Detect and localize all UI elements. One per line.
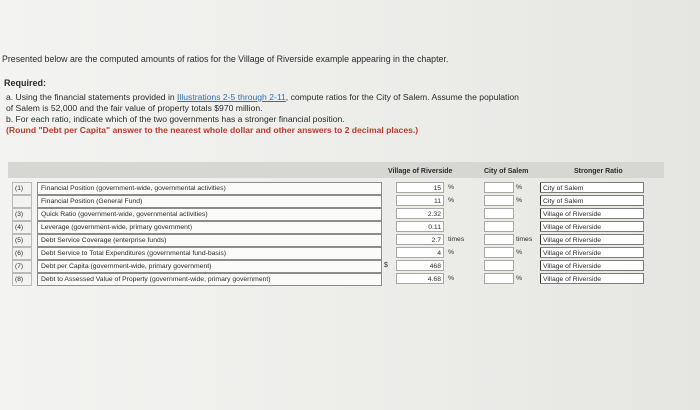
salem-unit-label: %	[516, 184, 523, 191]
salem-input-field[interactable]	[484, 195, 514, 206]
header-stronger-ratio: Stronger Ratio	[574, 168, 623, 175]
text-cursor	[540, 235, 541, 244]
stronger-ratio-select[interactable]: Village of Riverside	[540, 234, 644, 245]
ratio-description: Quick Ratio (government-wide, governmental activities)	[37, 208, 382, 221]
village-value-field[interactable]: 4	[396, 247, 444, 258]
salem-input-field[interactable]	[484, 221, 514, 232]
ratio-description: Leverage (government-wide, primary government)	[37, 221, 382, 234]
village-value-field[interactable]: 2.7	[396, 234, 444, 245]
ratio-description: Financial Position (government-wide, governmental activities)	[37, 182, 382, 195]
village-value-field[interactable]: 0.11	[396, 221, 444, 232]
village-unit-label: %	[448, 275, 455, 282]
stronger-ratio-select[interactable]: City of Salem	[540, 182, 644, 193]
header-city-of-salem: City of Salem	[484, 168, 529, 175]
part-a-line	[6, 92, 519, 102]
part-a-suffix: , compute ratios for the City of Salem. Assume the population	[285, 92, 519, 102]
stronger-ratio-select[interactable]: Village of Riverside	[540, 221, 644, 232]
village-unit-label: times	[448, 236, 465, 243]
village-value-field[interactable]: 4.68	[396, 273, 444, 284]
ratio-description: Financial Position (General Fund)	[37, 195, 382, 208]
header-village-of-riverside: Village of Riverside	[388, 168, 453, 175]
salem-unit-label: times	[516, 236, 533, 243]
row-number: (5)	[12, 234, 32, 247]
part-b-line: b. For each ratio, indicate which of the two governments has a stronger financial position.	[6, 114, 345, 124]
salem-input-field[interactable]	[484, 247, 514, 258]
row-number: (3)	[12, 208, 32, 221]
village-unit-label: %	[448, 249, 455, 256]
village-value-field[interactable]: 2.32	[396, 208, 444, 219]
required-label: Required:	[4, 78, 47, 88]
dollar-sign: $	[384, 262, 388, 269]
text-cursor	[540, 222, 541, 231]
salem-unit-label: %	[516, 249, 523, 256]
text-cursor	[540, 274, 541, 283]
salem-input-field[interactable]	[484, 260, 514, 271]
text-cursor	[540, 261, 541, 270]
salem-unit-label: %	[516, 197, 523, 204]
ratio-description: Debt Service Coverage (enterprise funds)	[37, 234, 382, 247]
village-value-field[interactable]: 15	[396, 182, 444, 193]
stronger-ratio-select[interactable]: Village of Riverside	[540, 260, 644, 271]
part-a-prefix: a. Using the financial statements provided in	[6, 92, 175, 102]
row-number: (7)	[12, 260, 32, 273]
stronger-ratio-select[interactable]: City of Salem	[540, 195, 644, 206]
salem-input-field[interactable]	[484, 208, 514, 219]
row-number: (6)	[12, 247, 32, 260]
salem-input-field[interactable]	[484, 234, 514, 245]
text-cursor	[540, 196, 541, 205]
table-header-band	[8, 162, 664, 178]
text-cursor	[540, 183, 541, 192]
ratio-description: Debt to Assessed Value of Property (government-wide, primary government)	[37, 273, 382, 286]
text-cursor	[540, 248, 541, 257]
illustrations-link[interactable]: Illustrations 2-5 through 2-11	[177, 92, 286, 102]
salem-input-field[interactable]	[484, 182, 514, 193]
text-cursor	[540, 209, 541, 218]
row-number: (4)	[12, 221, 32, 234]
part-a-line-2: of Salem is 52,000 and the fair value of property totals $970 million.	[6, 103, 263, 113]
village-value-field[interactable]: 11	[396, 195, 444, 206]
ratio-description: Debt per Capita (government-wide, primary government)	[37, 260, 382, 273]
stronger-ratio-select[interactable]: Village of Riverside	[540, 273, 644, 284]
salem-unit-label: %	[516, 275, 523, 282]
intro-text: Presented below are the computed amounts of ratios for the Village of Riverside example appearing in the chapter.	[2, 54, 449, 64]
row-number: (1)	[12, 182, 32, 195]
row-number: (8)	[12, 273, 32, 286]
stronger-ratio-select[interactable]: Village of Riverside	[540, 247, 644, 258]
salem-input-field[interactable]	[484, 273, 514, 284]
village-value-field[interactable]: 468	[396, 260, 444, 271]
ratio-description: Debt Service to Total Expenditures (governmental fund-basis)	[37, 247, 382, 260]
rounding-note: (Round "Debt per Capita" answer to the nearest whole dollar and other answers to 2 decimal places.)	[6, 125, 419, 135]
ratio-table	[8, 162, 664, 312]
village-unit-label: %	[448, 197, 455, 204]
stronger-ratio-select[interactable]: Village of Riverside	[540, 208, 644, 219]
row-number	[12, 195, 32, 208]
village-unit-label: %	[448, 184, 455, 191]
